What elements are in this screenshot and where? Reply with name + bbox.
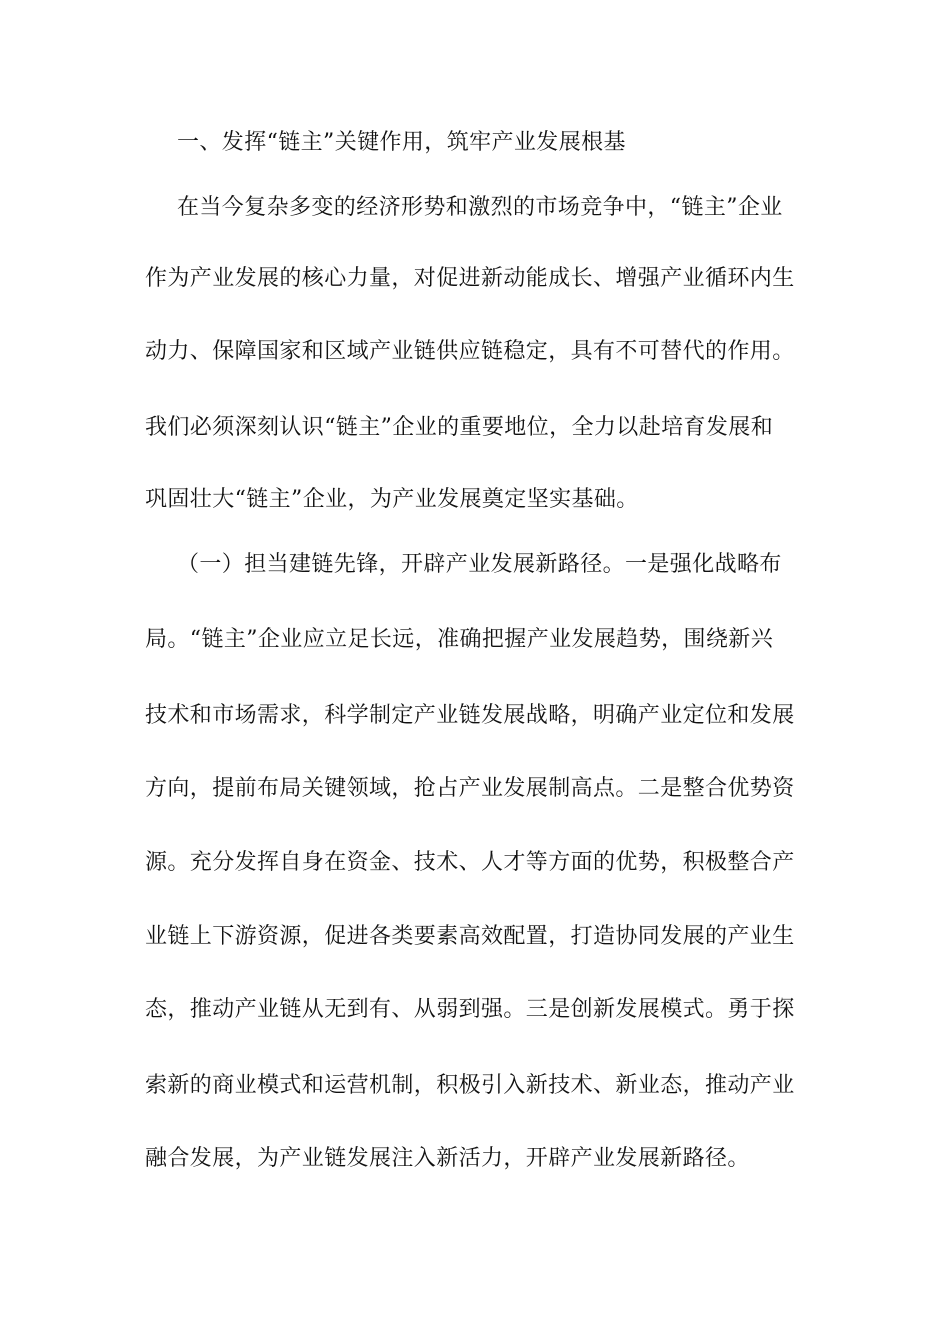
paragraph-line: 业链上下游资源，促进各类要素高效配置，打造协同发展的产业生	[145, 924, 795, 949]
paragraph-line: 索新的商业模式和运营机制，积极引入新技术、新业态，推动产业	[145, 1073, 795, 1098]
paragraph-line: 作为产业发展的核心力量，对促进新动能成长、增强产业循环内生	[145, 266, 795, 291]
paragraph-line: 融合发展，为产业链发展注入新活力，开辟产业发展新路径。	[145, 1146, 750, 1171]
paragraph-line: 源。充分发挥自身在资金、技术、人才等方面的优势，积极整合产	[145, 850, 795, 875]
paragraph-line: （一）担当建链先锋，开辟产业发展新路径。一是强化战略布	[177, 552, 782, 577]
paragraph-line: 巩固壮大“链主”企业，为产业发展奠定坚实基础。	[145, 487, 639, 512]
section-heading: 一、发挥“链主”关键作用，筑牢产业发展根基	[177, 130, 626, 155]
paragraph-line: 我们必须深刻认识“链主”企业的重要地位，全力以赴培育发展和	[145, 415, 774, 440]
paragraph-line: 方向，提前布局关键领域，抢占产业发展制高点。二是整合优势资	[145, 776, 795, 801]
paragraph-line: 在当今复杂多变的经济形势和激烈的市场竞争中，“链主”企业	[177, 195, 783, 220]
paragraph-line: 局。“链主”企业应立足长远，准确把握产业发展趋势，围绕新兴	[145, 627, 774, 652]
paragraph-line: 态，推动产业链从无到有、从弱到强。三是创新发展模式。勇于探	[145, 997, 795, 1022]
paragraph-line: 技术和市场需求，科学制定产业链发展战略，明确产业定位和发展	[145, 703, 795, 728]
paragraph-line: 动力、保障国家和区域产业链供应链稳定，具有不可替代的作用。	[145, 339, 795, 364]
